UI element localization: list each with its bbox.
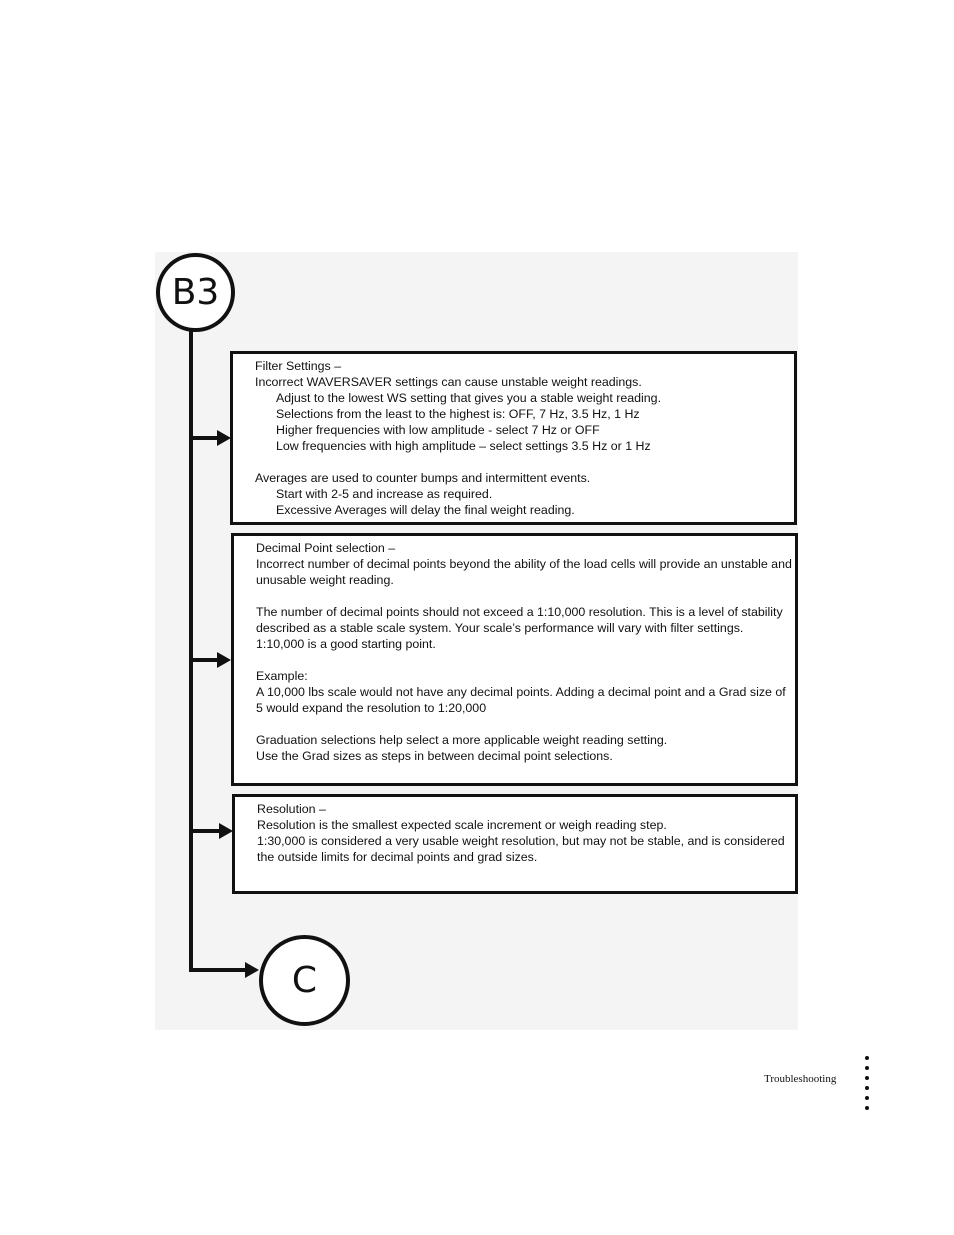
box-text-line: Averages are used to counter bumps and intermittent events. — [255, 471, 591, 485]
box-text-line: Graduation selections help select a more applicable weight reading setting. — [256, 733, 668, 747]
start-node-label: B3 — [171, 272, 220, 313]
box-text-line: 5 would expand the resolution to 1:20,000 — [256, 701, 487, 715]
arrow-to-resolution-head — [219, 823, 233, 839]
box-text-line: Start with 2-5 and increase as required. — [276, 487, 493, 501]
box-text-line: the outside limits for decimal points and grad sizes. — [257, 850, 538, 864]
box-heading: Decimal Point selection – — [256, 541, 396, 555]
arrow-to-resolution-line — [189, 829, 221, 833]
arrow-to-filter-head — [217, 430, 231, 446]
box-text-line: Resolution is the smallest expected scale increment or weigh reading step. — [257, 818, 667, 832]
arrow-to-decimal-head — [217, 652, 231, 668]
box-text-line: The number of decimal points should not exceed a 1:10,000 resolution. This is a level of stability — [256, 605, 783, 619]
box-text-line: Low frequencies with high amplitude – select settings 3.5 Hz or 1 Hz — [276, 439, 651, 453]
box-text-line: Incorrect number of decimal points beyond the ability of the load cells will provide an unstable and — [256, 557, 792, 571]
box-text-line: Excessive Averages will delay the final weight reading. — [276, 503, 575, 517]
arrow-to-c-head — [245, 962, 259, 978]
box-text-line: Adjust to the lowest WS setting that gives you a stable weight reading. — [276, 391, 662, 405]
start-node-b3 — [156, 253, 235, 332]
box-text-line: described as a stable scale system. Your scale’s performance will vary with filter settings. — [256, 621, 744, 635]
box-text-line: Selections from the least to the highest is: OFF, 7 Hz, 3.5 Hz, 1 Hz — [276, 407, 640, 421]
decimal-point-box — [231, 533, 798, 786]
blank-line — [256, 588, 785, 604]
box-text-line: A 10,000 lbs scale would not have any decimal points. Adding a decimal point and a Grad size of — [256, 685, 786, 699]
blank-line — [256, 716, 785, 732]
blank-line — [255, 454, 784, 470]
blank-line — [256, 652, 785, 668]
box-text-line: Higher frequencies with low amplitude - select 7 Hz or OFF — [276, 423, 600, 437]
box-text-line: unusable weight reading. — [256, 573, 394, 587]
end-node-c — [259, 935, 350, 1026]
arrow-to-decimal-line — [189, 658, 219, 662]
box-heading: Filter Settings – — [255, 359, 342, 373]
flow-trunk-line — [189, 330, 193, 972]
box-text-line: 1:30,000 is considered a very usable weight resolution, but may not be stable, and is considered — [257, 834, 785, 848]
box-text-line: Incorrect WAVERSAVER settings can cause unstable weight readings. — [255, 375, 642, 389]
footer-dot-divider — [865, 1056, 871, 1116]
box-text-line: Example: — [256, 669, 308, 683]
arrow-to-filter-line — [189, 436, 219, 440]
filter-settings-box — [230, 351, 797, 525]
arrow-to-c-line — [189, 968, 247, 972]
resolution-box — [232, 794, 798, 894]
end-node-label: C — [291, 960, 318, 1001]
footer-section-label: Troubleshooting — [764, 1073, 837, 1085]
box-text-line: 1:10,000 is a good starting point. — [256, 637, 436, 651]
box-text-line: Use the Grad sizes as steps in between decimal point selections. — [256, 749, 613, 763]
box-heading: Resolution – — [257, 802, 326, 816]
